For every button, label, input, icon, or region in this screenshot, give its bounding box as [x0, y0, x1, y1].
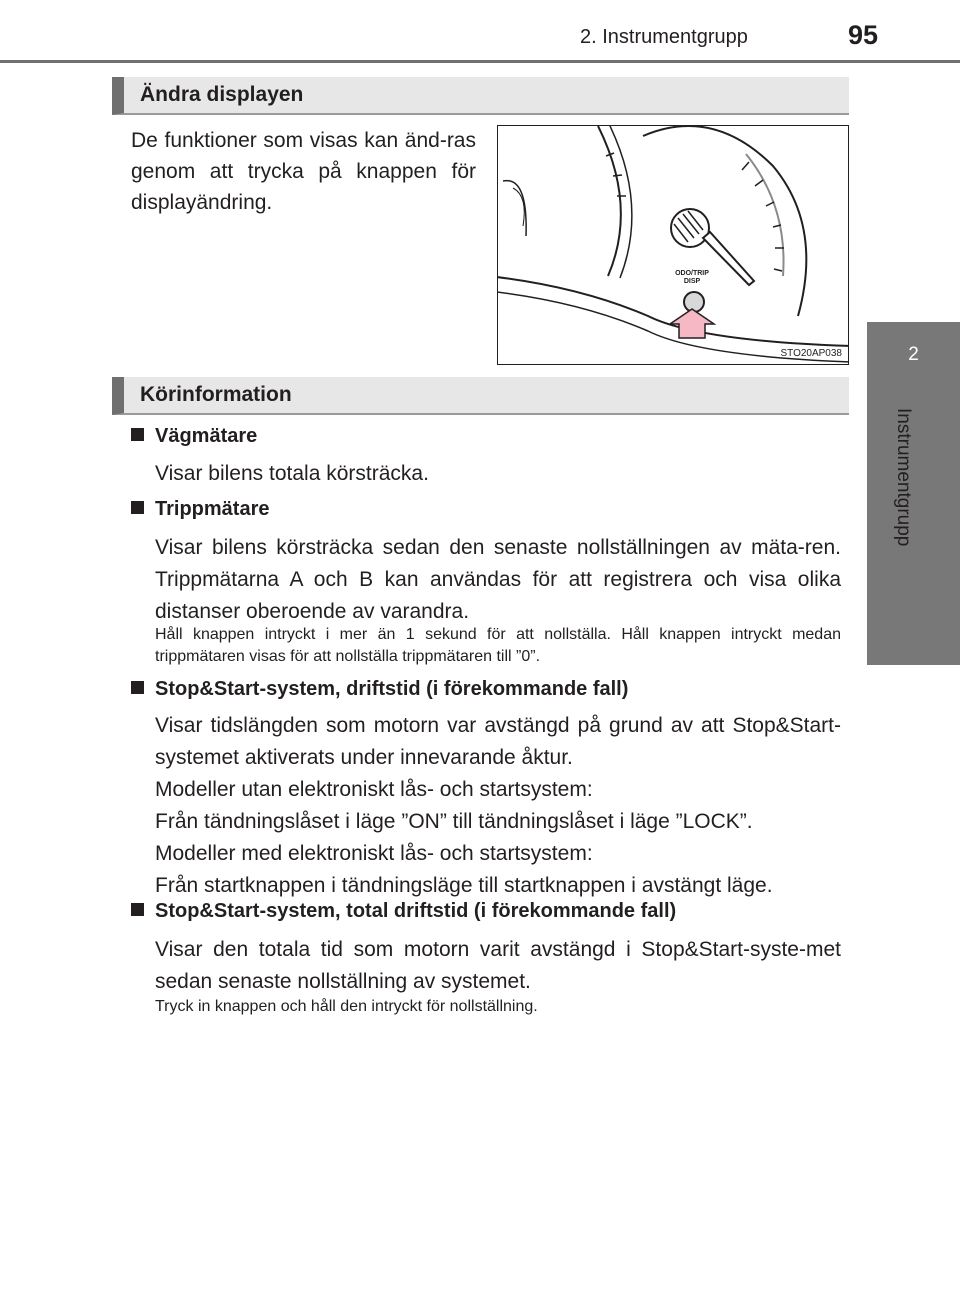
item-text-line: Från startknappen i tändningsläge till startknappen i avstängt läge.	[155, 874, 773, 897]
item-heading-stop-start-driftstid: Stop&Start-system, driftstid (i förekommande fall)	[131, 678, 628, 701]
instrument-cluster-figure	[497, 125, 849, 365]
header-rule	[0, 60, 960, 63]
square-bullet-icon	[131, 903, 144, 916]
item-note-trippmatare: Håll knappen intryckt i mer än 1 sekund för att nollställa. Håll knappen intryckt medan trippmätaren visas för att nollställa trippmätaren till ”0”.	[155, 626, 841, 665]
item-text-vagmatare: Visar bilens totala körsträcka.	[155, 462, 429, 485]
section-title: Körinformation	[140, 383, 292, 406]
item-text-stop-start-driftstid	[155, 710, 841, 902]
item-heading-trippmatare: Trippmätare	[131, 498, 269, 521]
side-tab-number: 2	[908, 344, 919, 365]
item-heading-vagmatare: Vägmätare	[131, 425, 257, 448]
page-number: 95	[848, 20, 879, 50]
item-text-line: Modeller utan elektroniskt lås- och startsystem:	[155, 778, 593, 801]
section-title: Ändra displayen	[140, 83, 304, 106]
item-text-trippmatare: Visar bilens körsträcka sedan den senaste nollställningen av mäta-ren. Trippmätarna A och B kan användas för att registrera och visa olika distanser oberoende av varandra.	[155, 536, 841, 623]
square-bullet-icon	[131, 501, 144, 514]
item-heading-stop-start-total: Stop&Start-system, total driftstid (i förekommande fall)	[131, 900, 676, 923]
square-bullet-icon	[131, 681, 144, 694]
figure-code: STO20AP038	[780, 348, 842, 359]
square-bullet-icon	[131, 428, 144, 441]
side-tab-label: Instrumentgrupp	[893, 408, 914, 547]
intro-paragraph: De funktioner som visas kan änd-ras genom att trycka på knappen för displayändring.	[131, 129, 476, 214]
item-text-stop-start-total: Visar den totala tid som motorn varit avstängd i Stop&Start-syste-met sedan senaste nollställning av systemet.	[155, 938, 841, 993]
item-text-line: Visar tidslängden som motorn var avstängd på grund av att Stop&Start-systemet aktiverats under innevarande åktur.	[155, 714, 841, 769]
chapter-title: 2. Instrumentgrupp	[580, 26, 748, 48]
gauge-illustration	[498, 126, 849, 365]
section-heading-andra-displayen	[112, 77, 849, 115]
odo-trip-disp-button-label: ODO/TRIP DISP	[675, 270, 709, 285]
item-note-stop-start-total: Tryck in knappen och håll den intryckt för nollställning.	[155, 998, 538, 1015]
item-text-line: Från tändningslåset i läge ”ON” till tändningslåset i läge ”LOCK”.	[155, 810, 753, 833]
section-heading-korinformation	[112, 377, 849, 415]
item-text-line: Modeller med elektroniskt lås- och startsystem:	[155, 842, 593, 865]
